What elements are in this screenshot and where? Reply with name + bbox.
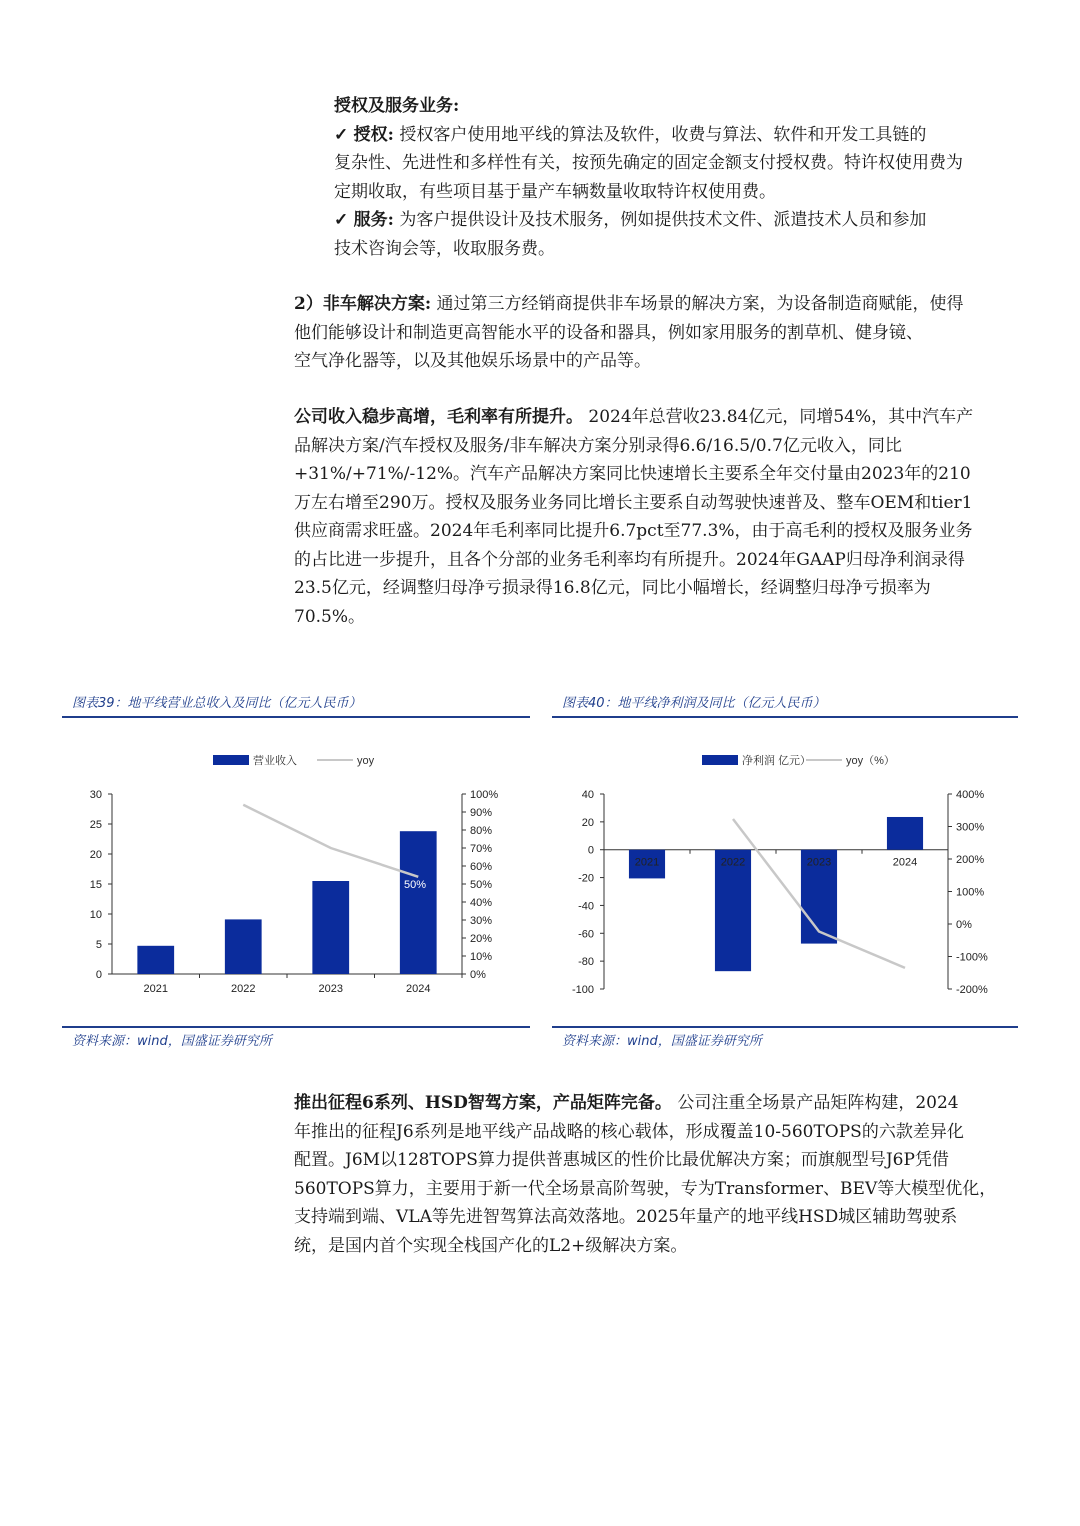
service-label: 服务: <box>353 210 394 230</box>
non-auto-text-1: 通过第三方经销商提供非车场景的解决方案，为设备制造商赋能，使得 <box>436 294 964 314</box>
right-axis-tick-label: 30% <box>470 915 493 927</box>
legend-bar-label: 营业收入 <box>253 755 297 767</box>
left-axis-tick-label: 0 <box>587 844 594 857</box>
licensing-heading: 授权及服务业务: <box>334 96 460 116</box>
left-axis-tick-label: 40 <box>581 789 594 801</box>
check-icon: ✓ <box>334 124 349 145</box>
category-label-2023: 2023 <box>806 856 832 869</box>
right-axis-tick-label: 300% <box>956 821 985 834</box>
left-axis-tick-label: -40 <box>578 900 594 913</box>
category-label-2022: 2022 <box>231 983 256 995</box>
right-axis-tick-label: 40% <box>470 897 493 909</box>
figure-40-title: 图表40：地平线净利润及同比（亿元人民币） <box>562 696 826 711</box>
revenue-text-7: 23.5亿元，经调整归母净亏损录得16.8亿元，同比小幅增长，经调整归母净亏损率为 <box>294 578 931 598</box>
license-text-3: 定期收取，有些项目基于量产车辆数量收取特许权使用费。 <box>334 181 776 202</box>
legend-bar-swatch <box>213 755 249 765</box>
figure-39-title: 图表39：地平线营业总收入及同比（亿元人民币） <box>72 696 362 711</box>
figure-39-rule <box>62 716 530 718</box>
product-text-3: 配置。J6M以128TOPS算力提供普惠城区的性价比最优解决方案；而旗舰型号J6P凭借 <box>294 1150 949 1170</box>
left-axis-tick-label: 30 <box>89 789 102 801</box>
figure-40-rule <box>552 716 1018 718</box>
product-line-1 <box>294 1089 1020 1118</box>
revenue-text-8: 70.5%。 <box>294 606 366 627</box>
left-axis-tick-label: 5 <box>95 939 102 951</box>
revenue-lead: 公司收入稳步高增，毛利率有所提升。 <box>294 407 583 427</box>
revenue-text-5: 供应商需求旺盛。2024年毛利率同比提升6.7pct至77.3%，由于高毛利的授权及服务业务 <box>294 521 973 541</box>
right-axis-tick-label: 20% <box>470 933 493 945</box>
legend-line-label: yoy <box>357 755 375 767</box>
license-text-2: 复杂性、先进性和多样性有关，按预先确定的固定金额支付授权费。特许权使用费为 <box>334 153 963 173</box>
left-axis-tick-label: 0 <box>95 969 102 981</box>
left-axis-tick-label: -60 <box>578 928 594 941</box>
right-axis-tick-label: 200% <box>956 854 985 866</box>
non-auto-line-1 <box>294 290 1020 319</box>
revenue-chart <box>62 738 530 1018</box>
check-icon: ✓ <box>334 210 349 230</box>
service-text-2: 技术咨询会等，收取服务费。 <box>334 238 555 259</box>
right-axis-tick-label: 400% <box>956 789 985 801</box>
left-axis-tick-label: 10 <box>89 909 102 921</box>
yoy-line <box>243 805 418 877</box>
non-auto-text-3: 空气净化器等，以及其他娱乐场景中的产品等。 <box>294 351 651 371</box>
product-lead: 推出征程6系列、HSD智驾方案，产品矩阵完备。 <box>294 1093 672 1113</box>
bar-2021 <box>137 946 174 974</box>
bar-2023 <box>312 881 349 974</box>
license-label: 授权: <box>353 124 394 145</box>
category-label-2021: 2021 <box>634 856 660 869</box>
figure-39-bottom-rule <box>62 1026 530 1028</box>
service-text: 为客户提供设计及技术服务，例如提供技术文件、派遣技术人员和参加 <box>399 210 927 230</box>
product-text-2: 年推出的征程J6系列是地平线产品战略的核心载体，形成覆盖10-560TOPS的六款差异化 <box>294 1121 964 1142</box>
non-auto-section <box>294 290 1020 376</box>
revenue-text-6: 的占比进一步提升，且各个分部的业务毛利率均有所提升。2024年GAAP归母净利润录得 <box>294 549 965 570</box>
bar-2022 <box>225 919 262 974</box>
right-axis-tick-label: 100% <box>470 789 499 801</box>
right-axis-tick-label: 90% <box>470 807 493 819</box>
bar-2024 <box>400 831 437 974</box>
left-axis-tick-label: -20 <box>578 872 594 885</box>
legend-line-label: yoy（%） <box>846 755 895 767</box>
category-label-2024: 2024 <box>892 856 918 869</box>
non-auto-text-2: 他们能够设计和制造更高智能水平的设备和器具，例如家用服务的割草机、健身镜、 <box>294 322 923 343</box>
right-axis-tick-label: -100% <box>956 951 988 964</box>
category-label-2024: 2024 <box>406 983 431 995</box>
revenue-section <box>294 403 1020 631</box>
right-axis-tick-label: 0% <box>956 919 972 931</box>
category-label-2022: 2022 <box>720 856 746 869</box>
legend-bar-swatch <box>702 755 738 765</box>
right-axis-tick-label: 70% <box>470 843 493 855</box>
left-axis-tick-label: 15 <box>89 879 102 891</box>
bar-inner-label-50pct: 50% <box>404 879 427 891</box>
right-axis-tick-label: 10% <box>470 951 493 963</box>
service-line <box>294 206 1020 235</box>
revenue-text-1: 2024年总营收23.84亿元，同增54%，其中汽车产 <box>588 407 974 427</box>
product-text-5: 支持端到端、VLA等先进智驾算法高效落地。2025年量产的地平线HSD城区辅助驾驶系 <box>294 1207 958 1227</box>
category-label-2023: 2023 <box>318 983 343 995</box>
net-profit-chart <box>552 738 1018 1018</box>
product-text-4: 560TOPS算力，主要用于新一代全场景高阶驾驶，专为Transformer、BEV等大模型优化， <box>294 1178 997 1199</box>
license-line <box>294 121 1020 150</box>
product-section <box>294 1089 1020 1260</box>
revenue-text-4: 万左右增至290万。授权及服务业务同比增长主要系自动驾驶快速普及、整车OEM和tier1 <box>294 492 973 513</box>
figure-40-source: 资料来源：wind，国盛证券研究所 <box>562 1034 762 1049</box>
left-axis-tick-label: 20 <box>89 849 102 861</box>
revenue-text-2: 品解决方案/汽车授权及服务/非车解决方案分别录得6.6/16.5/0.7亿元收入，同比 <box>294 435 902 456</box>
left-axis-tick-label: -100 <box>571 984 594 996</box>
figure-39-source: 资料来源：wind，国盛证券研究所 <box>72 1034 272 1049</box>
left-axis-tick-label: 20 <box>581 816 594 829</box>
figure-40-bottom-rule <box>552 1026 1018 1028</box>
license-text: 授权客户使用地平线的算法及软件，收费与算法、软件和开发工具链的 <box>399 124 927 145</box>
right-axis-tick-label: 100% <box>956 886 985 899</box>
bar-2024 <box>887 817 923 850</box>
product-text-1: 公司注重全场景产品矩阵构建，2024 <box>677 1093 959 1113</box>
left-axis-tick-label: -80 <box>578 956 594 969</box>
left-axis-tick-label: 25 <box>89 819 102 831</box>
non-auto-label: 2）非车解决方案: <box>294 294 432 314</box>
product-text-6: 统，是国内首个实现全栈国产化的L2+级解决方案。 <box>294 1235 688 1256</box>
right-axis-tick-label: 80% <box>470 825 493 837</box>
legend-bar-label: 净利润 亿元） <box>742 755 812 767</box>
right-axis-tick-label: 60% <box>470 861 493 873</box>
category-label-2021: 2021 <box>143 983 168 995</box>
revenue-line-1 <box>294 403 1020 432</box>
revenue-text-3: +31%/+71%/-12%。汽车产品解决方案同比快速增长主要系全年交付量由2023年的210 <box>294 464 971 484</box>
right-axis-tick-label: 50% <box>470 879 493 891</box>
right-axis-tick-label: -200% <box>956 984 988 996</box>
right-axis-tick-label: 0% <box>470 969 486 981</box>
licensing-section <box>294 92 1020 263</box>
